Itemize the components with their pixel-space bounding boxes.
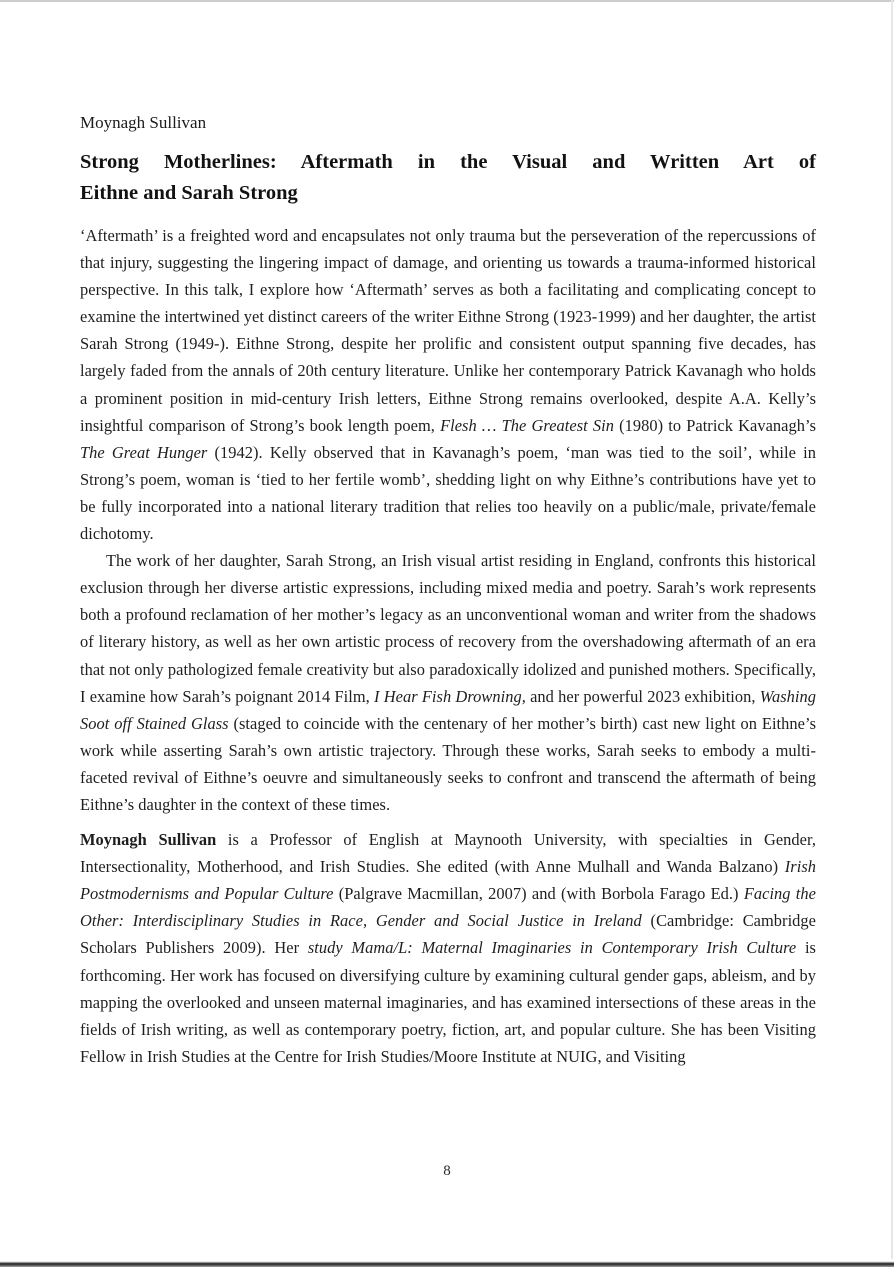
title-line-2: Eithne and Sarah Strong	[80, 182, 298, 204]
page-number: 8	[443, 1163, 451, 1179]
bio-paragraph: Moynagh Sullivan is a Professor of English at Maynooth University, with specialties in Gender, Intersectionality, Motherhood, and Irish Studies. She edited (with Anne Mulhall and Wanda Balzano) Irish Postmodernisms and Popular Culture (Palgrave Macmillan, 2007) and (with Borbola Farago Ed.) Facing the Other: Interdisciplinary Studies in Race, Gender and Social Justice in Ireland (Cambridge: Cambridge Scholars Publishers 2009). Her study Mama/L: Maternal Imaginaries in Contemporary Irish Culture is forthcoming. Her work has focused on diversifying culture by examining cultural gender gaps, ableism, and by mapping the overlooked and unseen maternal imaginaries, and has examined intersections of these areas in the fields of Irish writing, as well as contemporary poetry, fiction, art, and popular culture. She has been Visiting Fellow in Irish Studies at the Centre for Irish Studies/Moore Institute at NUIG, and Visiting	[80, 830, 817, 1066]
author-name: Moynagh Sullivan	[80, 113, 207, 132]
page-right-scan-edge	[891, 0, 893, 1267]
title-line-1: Strong Motherlines: Aftermath in the Visual and Written Art of	[80, 151, 816, 173]
page-bottom-scan-edge	[0, 1259, 894, 1267]
page-content	[80, 112, 816, 1070]
page-top-scan-edge	[0, 0, 894, 2]
abstract-paragraph-1: ‘Aftermath’ is a freighted word and encapsulates not only trauma but the perseveration of the repercussions of that injury, suggesting the lingering impact of damage, and orienting us towards a trauma-informed historical perspective. In this talk, I explore how ‘Aftermath’ serves as both a facilitating and complicating concept to examine the intertwined yet distinct careers of the writer Eithne Strong (1923-1999) and her daughter, the artist Sarah Strong (1949-). Eithne Strong, despite her prolific and consistent output spanning five decades, has largely faded from the annals of 20th century literature. Unlike her contemporary Patrick Kavanagh who holds a prominent position in mid-century Irish letters, Eithne Strong remains overlooked, despite A.A. Kelly’s insightful comparison of Strong’s book length poem, Flesh … The Greatest Sin (1980) to Patrick Kavanagh’s The Great Hunger (1942). Kelly observed that in Kavanagh’s poem, ‘man was tied to the soil’, while in Strong’s poem, woman is ‘tied to her fertile womb’, shedding light on why Eithne’s contributions have yet to be fully incorporated into a national literary tradition that relies too heavily on a public/male, private/female dichotomy.	[80, 226, 817, 544]
abstract-paragraph-2: The work of her daughter, Sarah Strong, an Irish visual artist residing in England, confronts this historical exclusion through her diverse artistic expressions, including mixed media and poetry. Sarah’s work represents both a profound reclamation of her mother’s legacy as an unconventional woman and writer from the shadows of literary history, as well as her own artistic process of recovery from the overshadowing aftermath of an era that not only pathologized female creativity but also paradoxically idolized and punished mothers. Specifically, I examine how Sarah’s poignant 2014 Film, I Hear Fish Drowning, and her powerful 2023 exhibition, Washing Soot off Stained Glass (staged to coincide with the centenary of her mother’s birth) cast new light on Eithne’s work while asserting Sarah’s own artistic trajectory. Through these works, Sarah seeks to embody a multi-faceted revival of Eithne’s oeuvre and simultaneously seeks to confront and transcend the aftermath of being Eithne’s daughter in the context of these times.	[80, 551, 816, 814]
page-title	[80, 147, 816, 209]
